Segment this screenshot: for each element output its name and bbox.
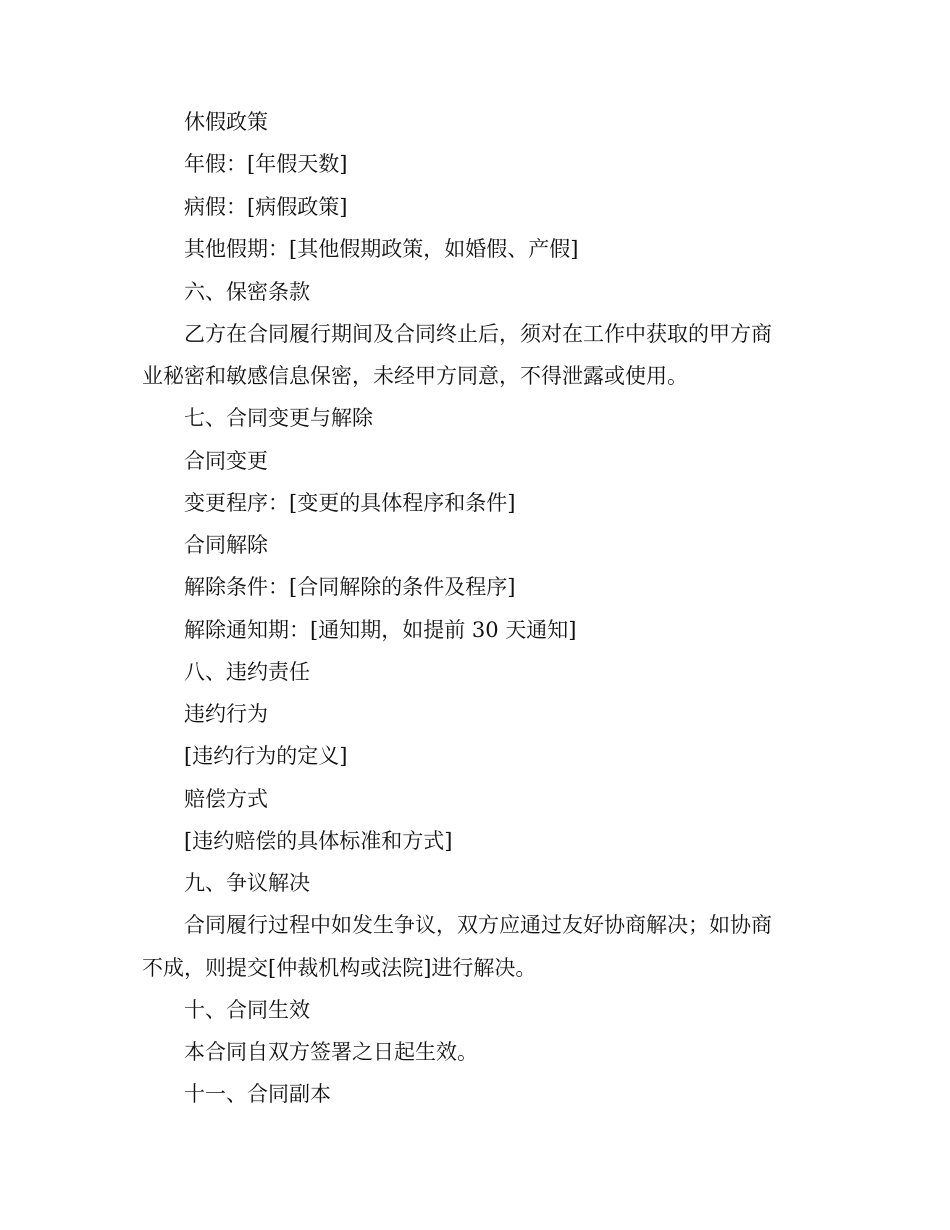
- other-leave-line: 其他假期：[其他假期政策，如婚假、产假]: [184, 237, 579, 261]
- sick-leave-line: 病假：[病假政策]: [184, 195, 348, 219]
- section-heading-effectiveness: 十、合同生效: [184, 998, 310, 1022]
- compensation-standard-line: [违约赔偿的具体标准和方式]: [184, 829, 453, 853]
- dispute-paragraph-line-1: 合同履行过程中如发生争议，双方应通过友好协商解决；如协商: [184, 913, 772, 937]
- subheading-breach-conduct: 违约行为: [184, 702, 268, 726]
- subheading-contract-termination: 合同解除: [184, 533, 268, 557]
- confidentiality-paragraph-line-1: 乙方在合同履行期间及合同终止后，须对在工作中获取的甲方商: [184, 322, 772, 346]
- termination-notice-line: 解除通知期：[通知期，如提前 30 天通知]: [184, 618, 577, 642]
- dispute-paragraph-line-2: 不成，则提交[仲裁机构或法院]进行解决。: [142, 956, 537, 980]
- subheading-compensation: 赔偿方式: [184, 787, 268, 811]
- breach-definition-line: [违约行为的定义]: [184, 744, 348, 768]
- annual-leave-line: 年假：[年假天数]: [184, 152, 348, 176]
- effectiveness-line: 本合同自双方签署之日起生效。: [184, 1040, 478, 1064]
- section-heading-contract-copies: 十一、合同副本: [184, 1082, 331, 1106]
- section-heading-amendment-termination: 七、合同变更与解除: [184, 406, 373, 430]
- subheading-leave-policy: 休假政策: [184, 110, 268, 134]
- section-heading-confidentiality: 六、保密条款: [184, 280, 310, 304]
- termination-conditions-line: 解除条件：[合同解除的条件及程序]: [184, 575, 516, 599]
- subheading-contract-amendment: 合同变更: [184, 449, 268, 473]
- section-heading-dispute-resolution: 九、争议解决: [184, 871, 310, 895]
- amendment-procedure-line: 变更程序：[变更的具体程序和条件]: [184, 491, 516, 515]
- confidentiality-paragraph-line-2: 业秘密和敏感信息保密，未经甲方同意，不得泄露或使用。: [142, 364, 688, 388]
- section-heading-breach-liability: 八、违约责任: [184, 660, 310, 684]
